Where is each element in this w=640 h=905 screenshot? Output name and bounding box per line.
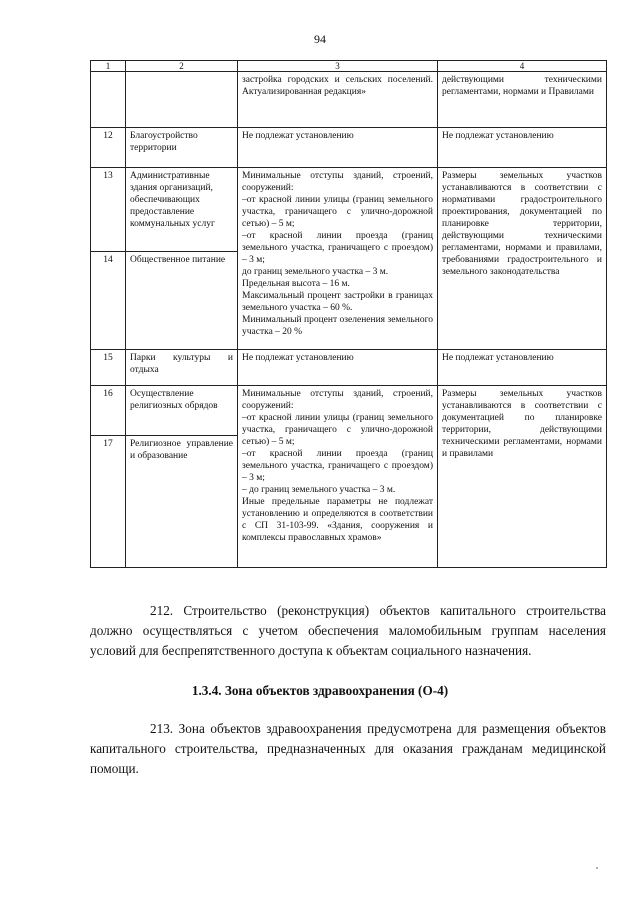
cell-use-type: Общественное питание (126, 252, 238, 350)
cell-number: 17 (91, 436, 126, 568)
param-line: Минимальные отступы зданий, строений, сооружений: (242, 389, 433, 411)
cell-params: застройка городских и сельских поселений. Актуализированная редакция» (238, 72, 438, 128)
cell-land-size: действующими техническими регламентами, нормами и Правилами (438, 72, 607, 128)
paragraph-212: 212. Строительство (реконструкция) объектов капитального строительства должно осуществляться с учетом обеспечения маломобильным группам населения условий для беспрепятственного доступа к объектам социального назначения. (90, 603, 606, 658)
paragraph-213: 213. Зона объектов здравоохранения предусмотрена для размещения объектов капитального строительства, предназначенных для оказания гражданам медицинской помощи. (90, 721, 606, 776)
param-line: –от красной линии улицы (границ земельного участка, граничащего с улично-дорожной сетью) – 5 м; (242, 195, 433, 229)
cell-land-size: Не подлежат установлению (438, 350, 607, 386)
param-line: Предельная высота – 16 м. (242, 279, 350, 289)
regulations-table (90, 60, 607, 568)
header-col-1: 1 (91, 61, 126, 72)
cell-number: 12 (91, 128, 126, 168)
param-line: Иные предельные параметры не подлежат установлению и определяются в соответствии с СП 31-103-99. «Здания, сооружения и комплексы православных храмов» (242, 497, 433, 543)
param-line: Минимальный процент озеленения земельного участка – 20 % (242, 315, 433, 337)
cell-use-type: Парки культуры и отдыха (126, 350, 238, 386)
cell-use-type: Осуществление религиозных обрядов (126, 386, 238, 436)
cell-use-type: Религиозное управление и образование (126, 436, 238, 568)
table-row (91, 386, 607, 436)
cell-number: 14 (91, 252, 126, 350)
table-header-row (91, 61, 607, 72)
scan-speck (596, 867, 598, 869)
cell-params: Не подлежат установлению (238, 350, 438, 386)
cell-params (238, 386, 438, 568)
cell-land-size: Не подлежат установлению (438, 128, 607, 168)
table-row-continuation (91, 72, 607, 128)
param-line: Максимальный процент застройки в границах земельного участка – 60 %. (242, 291, 433, 313)
param-line: –от красной линии проезда (границ земельного участка, граничащего с проездом) – 3 м; (242, 449, 433, 483)
cell-params: Не подлежат установлению (238, 128, 438, 168)
param-line: – до границ земельного участка – 3 м. (242, 485, 396, 495)
section-heading: 1.3.4. Зона объектов здравоохранения (О-4) (191, 683, 449, 698)
param-line: –от красной линии улицы (границ земельного участка, граничащего с улично-дорожной сетью) – 5 м; (242, 413, 433, 447)
cell-use-type: Административные здания организаций, обеспечивающих предоставление коммунальных услуг (126, 168, 238, 252)
header-col-3: 3 (238, 61, 438, 72)
param-line: до границ земельного участка – 3 м. (242, 267, 389, 277)
cell-land-size: Размеры земельных участков устанавливаются в соответствии с нормативами градостроительного проектирования, документацией по планировке территории, действующими техническими регламентами, нормами и правилами, требованиями градостроительного и земельного законодательства (438, 168, 607, 350)
cell-params (238, 168, 438, 350)
cell-number: 15 (91, 350, 126, 386)
table-row (91, 350, 607, 386)
table-row (91, 168, 607, 252)
param-line: –от красной линии проезда (границ земельного участка, граничащего с проездом) – 3 м; (242, 231, 433, 265)
table-row (91, 128, 607, 168)
param-line: Минимальные отступы зданий, строений, сооружений: (242, 171, 433, 193)
header-col-2: 2 (126, 61, 238, 72)
cell-use-type: Благоустройство территории (126, 128, 238, 168)
page-number: 94 (314, 32, 326, 46)
cell-number: 16 (91, 386, 126, 436)
cell-number: 13 (91, 168, 126, 252)
header-col-4: 4 (438, 61, 607, 72)
cell-land-size: Размеры земельных участков устанавливаются в соответствии с документацией по планировке территории, действующими техническими регламентами, нормами и правилами (438, 386, 607, 568)
